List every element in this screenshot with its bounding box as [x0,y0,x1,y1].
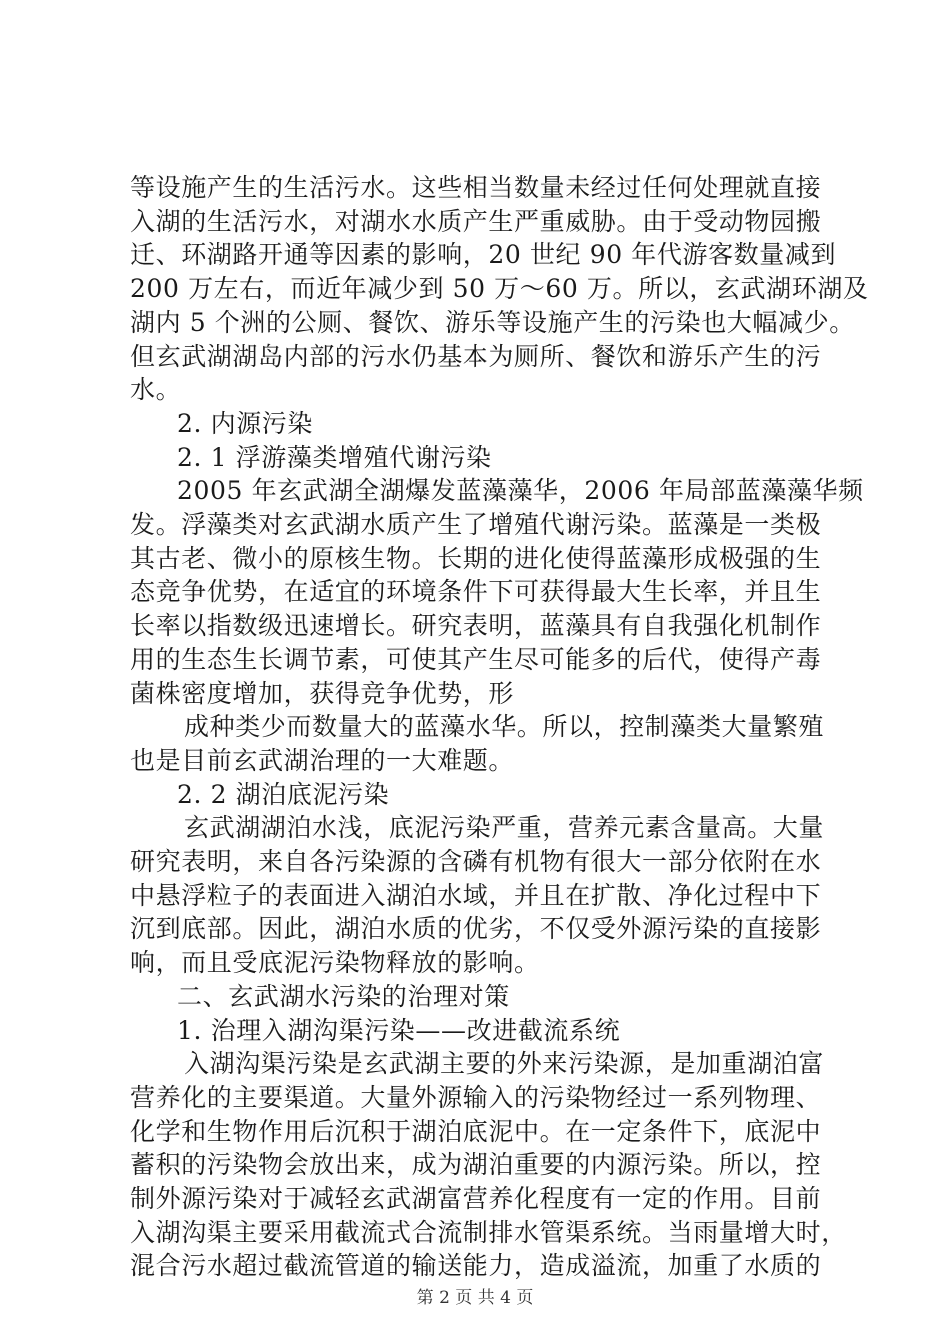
paragraph-line: 中悬浮粒子的表面进入湖泊水域，并且在扩散、净化过程中下 [130,880,822,910]
paragraph-line: 化学和生物作用后沉积于湖泊底泥中。在一定条件下，底泥中 [130,1116,822,1146]
subsection-heading: 2. 1 浮游藻类增殖代谢污染 [177,442,492,472]
paragraph-line: 成种类少而数量大的蓝藻水华。所以，控制藻类大量繁殖 [184,712,825,742]
paragraph-line: 200 万左右，而近年减少到 50 万～60 万。所以，玄武湖环湖及 [130,274,869,304]
paragraph-line: 其古老、微小的原核生物。长期的进化使得蓝藻形成极强的生 [130,543,822,573]
paragraph-line: 但玄武湖湖岛内部的污水仍基本为厕所、餐饮和游乐产生的污 [130,341,822,371]
paragraph-line: 沉到底部。因此，湖泊水质的优劣，不仅受外源污染的直接影 [130,914,822,944]
subsection-heading: 2. 2 湖泊底泥污染 [177,779,390,809]
paragraph-line: 水。 [130,375,182,405]
section-heading: 2. 内源污染 [177,408,313,438]
paragraph-line: 入湖沟渠污染是玄武湖主要的外来污染源，是加重湖泊富 [184,1049,825,1079]
paragraph-line: 营养化的主要渠道。大量外源输入的污染物经过一系列物理、 [130,1082,822,1112]
paragraph-line: 迁、环湖路开通等因素的影响，20 世纪 90 年代游客数量减到 [130,240,837,270]
page-number-footer: 第 2 页 共 4 页 [416,1288,534,1308]
paragraph-line: 2005 年玄武湖全湖爆发蓝藻藻华，2006 年局部蓝藻藻华频 [177,476,864,506]
paragraph-line: 响，而且受底泥污染物释放的影响。 [130,948,540,978]
paragraph-line: 也是目前玄武湖治理的一大难题。 [130,745,515,775]
paragraph-line: 长率以指数级迅速增长。研究表明，蓝藻具有自我强化机制作 [130,611,822,641]
paragraph-line: 混合污水超过截流管道的输送能力，造成溢流，加重了水质的 [130,1251,822,1281]
section-heading: 二、玄武湖水污染的治理对策 [177,981,510,1011]
paragraph-line: 态竞争优势，在适宜的环境条件下可获得最大生长率，并且生 [130,577,822,607]
paragraph-line: 入湖沟渠主要采用截流式合流制排水管渠系统。当雨量增大时， [130,1217,847,1247]
paragraph-line: 入湖的生活污水，对湖水水质产生严重威胁。由于受动物园搬 [130,206,822,236]
paragraph-line: 玄武湖湖泊水浅，底泥污染严重，营养元素含量高。大量 [184,813,825,843]
paragraph-line: 发。浮藻类对玄武湖水质产生了增殖代谢污染。蓝藻是一类极 [130,510,822,539]
paragraph-line: 湖内 5 个洲的公厕、餐饮、游乐等设施产生的污染也大幅减少。 [130,307,855,337]
paragraph-line: 研究表明，来自各污染源的含磷有机物有很大一部分依附在水 [130,847,822,876]
paragraph-line: 菌株密度增加，获得竞争优势，形 [130,678,515,708]
paragraph-line: 等设施产生的生活污水。这些相当数量未经过任何处理就直接 [130,173,822,202]
paragraph-line: 制外源污染对于减轻玄武湖富营养化程度有一定的作用。目前 [130,1184,822,1213]
paragraph-line: 用的生态生长调节素，可使其产生尽可能多的后代，使得产毒 [130,644,822,674]
subsection-heading: 1. 治理入湖沟渠污染——改进截流系统 [177,1015,621,1045]
paragraph-line: 蓄积的污染物会放出来，成为湖泊重要的内源污染。所以，控 [130,1150,822,1180]
